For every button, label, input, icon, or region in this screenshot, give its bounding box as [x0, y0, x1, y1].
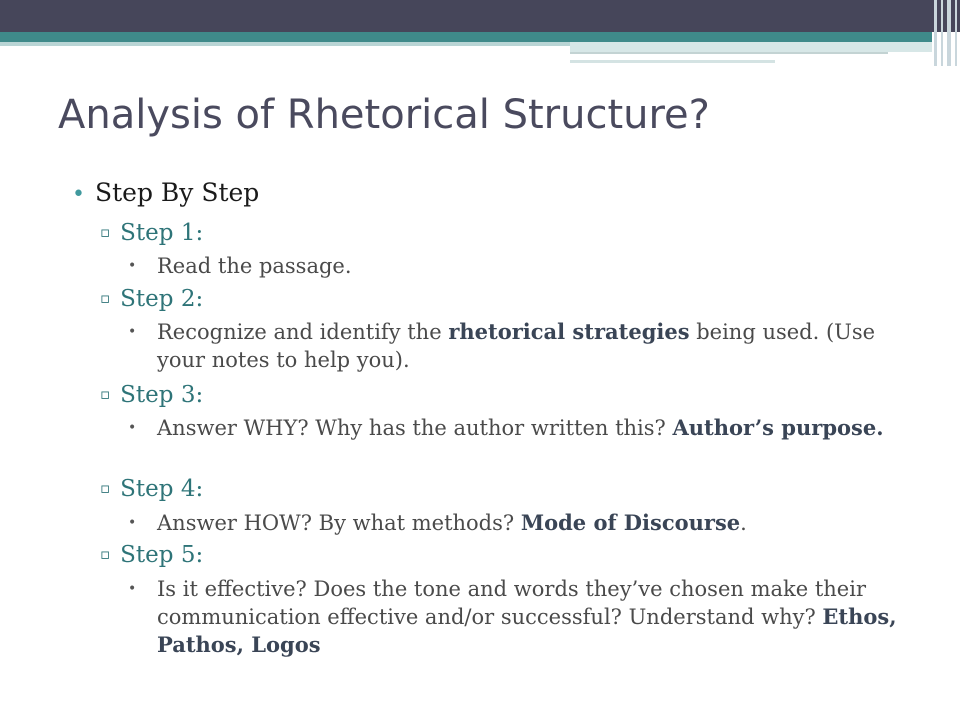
tiny-dot-icon: •	[128, 324, 137, 340]
step-label: Step 1:	[120, 220, 204, 246]
bullet-dot-icon: •	[72, 182, 85, 207]
tiny-dot-icon: •	[128, 420, 137, 436]
step-label: Step 5:	[120, 542, 204, 568]
emphasis-text: Mode of Discourse	[520, 510, 741, 535]
square-bullet-icon: ▫	[100, 289, 111, 307]
step-4-label-row	[100, 476, 203, 502]
slide-title: Analysis of Rhetorical Structure?	[58, 92, 710, 138]
step-text: Answer HOW? By what methods?	[157, 511, 521, 535]
emphasis-text: rhetorical strategies	[448, 319, 690, 344]
step-1-detail	[128, 252, 908, 280]
square-bullet-icon: ▫	[100, 479, 111, 497]
square-bullet-icon: ▫	[100, 545, 111, 563]
step-2-detail	[128, 318, 908, 374]
tiny-dot-icon: •	[128, 258, 137, 274]
step-text: Answer WHY? Why has the author written this?	[157, 416, 673, 440]
tiny-dot-icon: •	[128, 581, 137, 597]
emphasis-text: Ethos, Pathos, Logos	[157, 604, 897, 657]
step-5-detail	[128, 575, 908, 659]
heading-text: Step By Step	[94, 178, 260, 207]
emphasis-text: Author’s purpose.	[672, 415, 884, 440]
tiny-dot-icon: •	[128, 515, 137, 531]
square-bullet-icon: ▫	[100, 385, 111, 403]
step-text: Read the passage.	[157, 254, 352, 278]
step-label: Step 3:	[120, 382, 204, 408]
step-label: Step 4:	[120, 476, 204, 502]
step-4-detail	[128, 509, 908, 537]
step-3-detail	[128, 414, 908, 442]
step-3-label-row	[100, 382, 203, 408]
step-text: being used. (Use your notes to help you).	[157, 320, 876, 372]
step-1-label-row	[100, 220, 203, 246]
step-label: Step 2:	[120, 286, 204, 312]
step-text: Is it effective? Does the tone and words they’ve chosen make their communication effective and/or successful? Understand why?	[157, 577, 866, 629]
step-text: Recognize and identify the	[157, 320, 449, 344]
step-text: .	[740, 511, 747, 535]
bullet-step-by-step	[72, 178, 259, 207]
square-bullet-icon: ▫	[100, 223, 111, 241]
step-2-label-row	[100, 286, 203, 312]
step-5-label-row	[100, 542, 203, 568]
